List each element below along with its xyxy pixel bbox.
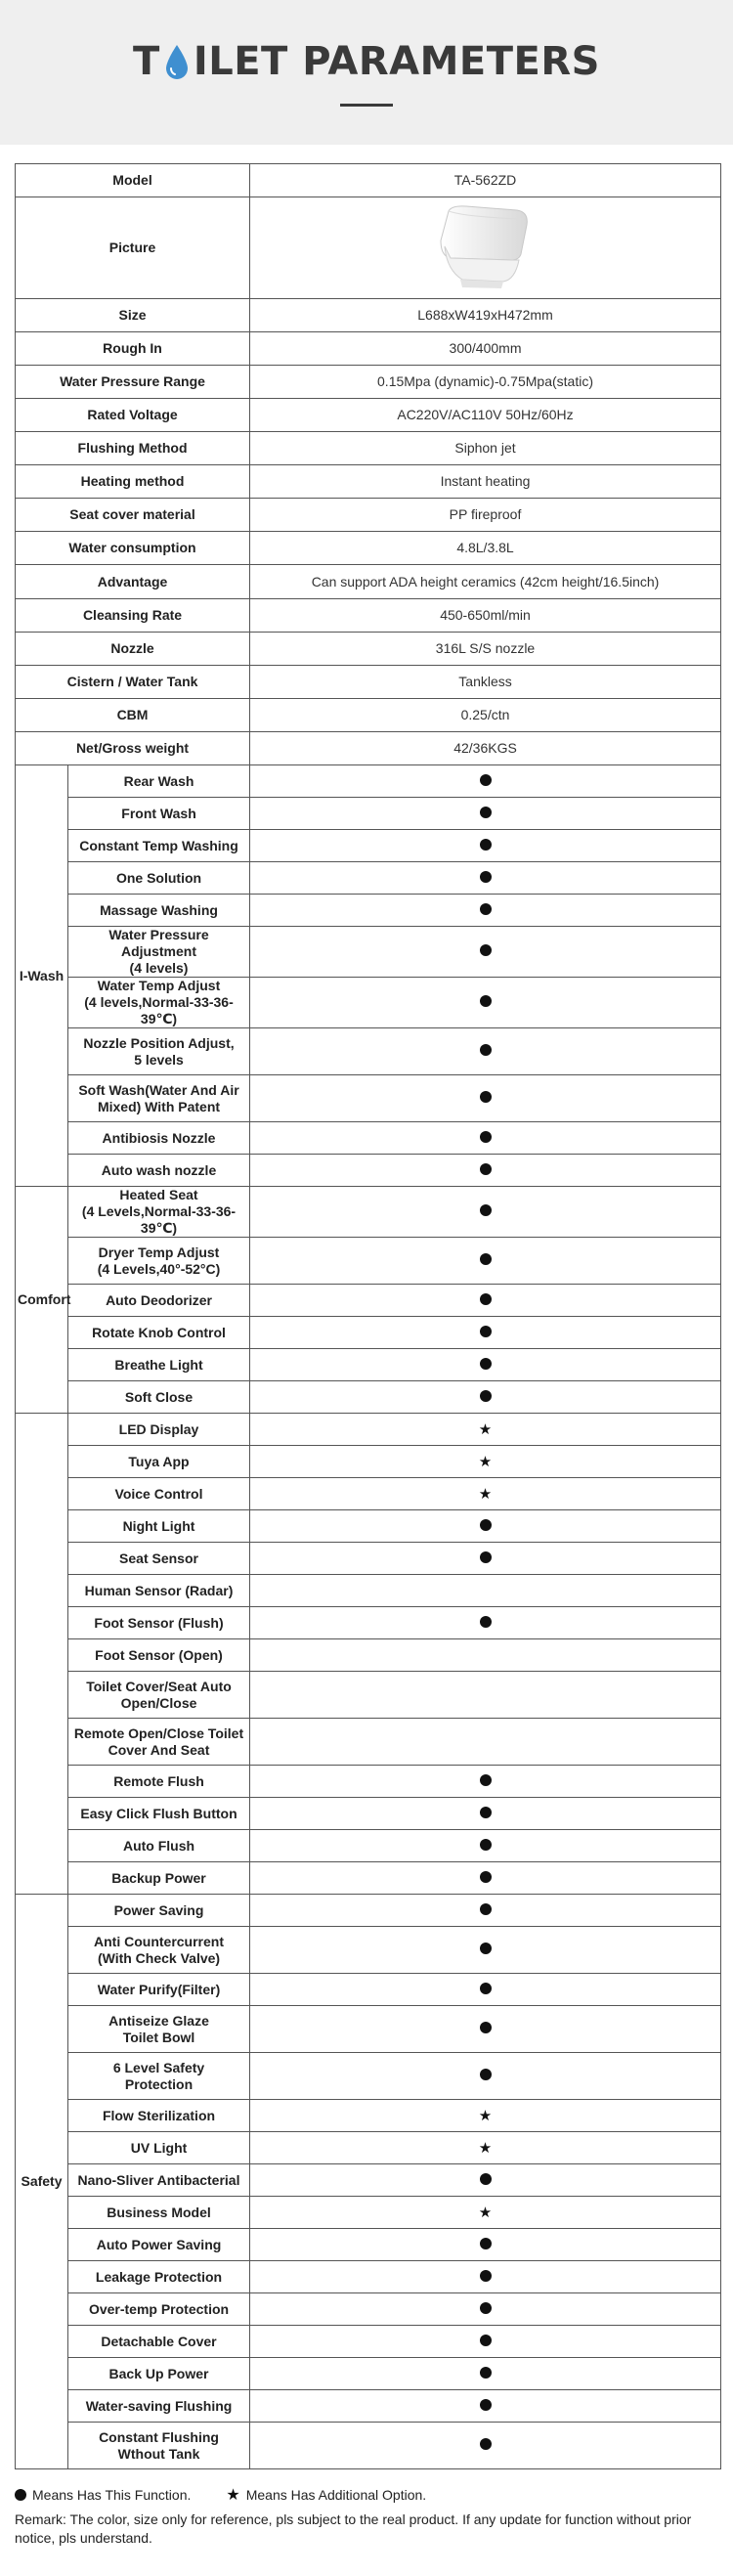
feature-row <box>16 2390 721 2423</box>
feature-label: Human Sensor (Radar) <box>68 1575 250 1607</box>
feature-availability <box>250 1381 721 1414</box>
feature-row <box>16 2261 721 2293</box>
feature-row <box>16 1381 721 1414</box>
feature-label: One Solution <box>68 862 250 895</box>
feature-label: Foot Sensor (Flush) <box>68 1607 250 1639</box>
spec-label: Flushing Method <box>16 432 250 465</box>
feature-row <box>16 2100 721 2132</box>
feature-availability <box>250 1075 721 1122</box>
filled-circle-icon <box>480 1616 492 1628</box>
feature-label: 6 Level Safety Protection <box>68 2053 250 2100</box>
feature-row <box>16 765 721 798</box>
feature-row <box>16 1607 721 1639</box>
spec-row <box>16 666 721 699</box>
feature-availability <box>250 1414 721 1446</box>
feature-label: Backup Power <box>68 1862 250 1895</box>
spec-value: L688xW419xH472mm <box>250 299 721 332</box>
feature-label: Nozzle Position Adjust, 5 levels <box>68 1028 250 1075</box>
feature-row <box>16 2423 721 2469</box>
feature-availability <box>250 2261 721 2293</box>
filled-circle-icon <box>480 2302 492 2314</box>
feature-availability <box>250 1317 721 1349</box>
feature-label: Back Up Power <box>68 2358 250 2390</box>
feature-label: Remote Open/Close Toilet Cover And Seat <box>68 1719 250 1766</box>
star-icon: ★ <box>478 2107 493 2124</box>
feature-availability <box>250 2293 721 2326</box>
feature-label: Tuya App <box>68 1446 250 1478</box>
remark: Remark: The color, size only for reference, pls subject to the real product. If any update for function without prior notice, pls understand. <box>15 2511 692 2546</box>
filled-circle-icon <box>480 774 492 786</box>
feature-row <box>16 2053 721 2100</box>
filled-circle-icon <box>480 1903 492 1915</box>
filled-circle-icon <box>480 1807 492 1818</box>
spec-value: PP fireproof <box>250 499 721 532</box>
feature-label: Anti Countercurrent (With Check Valve) <box>68 1927 250 1974</box>
title-start: T <box>133 39 160 84</box>
filled-circle-icon <box>480 1943 492 1954</box>
feature-row <box>16 2164 721 2197</box>
feature-row <box>16 2197 721 2229</box>
spec-label: CBM <box>16 699 250 732</box>
filled-circle-icon <box>480 903 492 915</box>
spec-row <box>16 499 721 532</box>
feature-label: Auto wash nozzle <box>68 1155 250 1187</box>
feature-availability <box>250 978 721 1028</box>
feature-availability <box>250 2006 721 2053</box>
feature-label: Toilet Cover/Seat Auto Open/Close <box>68 1672 250 1719</box>
filled-circle-icon <box>15 2489 26 2501</box>
feature-row <box>16 1414 721 1446</box>
filled-circle-icon <box>480 1131 492 1143</box>
feature-label: Detachable Cover <box>68 2326 250 2358</box>
feature-availability <box>250 1446 721 1478</box>
feature-label: Over-temp Protection <box>68 2293 250 2326</box>
filled-circle-icon <box>480 2238 492 2249</box>
spec-row <box>16 332 721 366</box>
spec-value: 450-650ml/min <box>250 599 721 633</box>
feature-availability <box>250 2358 721 2390</box>
spec-value: AC220V/AC110V 50Hz/60Hz <box>250 399 721 432</box>
star-icon: ★ <box>478 1420 493 1438</box>
feature-label: Soft Close <box>68 1381 250 1414</box>
filled-circle-icon <box>480 944 492 956</box>
feature-row <box>16 862 721 895</box>
feature-row <box>16 978 721 1028</box>
feature-label: Heated Seat (4 Levels,Normal-33-36-39℃) <box>68 1187 250 1238</box>
spec-value: Siphon jet <box>250 432 721 465</box>
feature-label: Antiseize Glaze Toilet Bowl <box>68 2006 250 2053</box>
feature-label: Auto Deodorizer <box>68 1285 250 1317</box>
feature-group-label: Safety <box>16 1895 68 2469</box>
product-picture <box>250 197 721 299</box>
feature-row <box>16 1478 721 1510</box>
spec-label: Model <box>16 164 250 197</box>
feature-availability <box>250 798 721 830</box>
spec-value: Instant heating <box>250 465 721 499</box>
feature-availability <box>250 862 721 895</box>
feature-label: Water Pressure Adjustment (4 levels) <box>68 927 250 978</box>
spec-value: Can support ADA height ceramics (42cm height/16.5inch) <box>250 565 721 599</box>
spec-row <box>16 299 721 332</box>
feature-row <box>16 1155 721 1187</box>
feature-label: Rear Wash <box>68 765 250 798</box>
spec-row <box>16 599 721 633</box>
feature-label: Seat Sensor <box>68 1543 250 1575</box>
spec-row <box>16 164 721 197</box>
spec-value: 0.25/ctn <box>250 699 721 732</box>
filled-circle-icon <box>480 2438 492 2450</box>
feature-row <box>16 1285 721 1317</box>
feature-availability <box>250 1187 721 1238</box>
feature-availability <box>250 2197 721 2229</box>
feature-availability <box>250 1719 721 1766</box>
spec-row <box>16 197 721 299</box>
feature-group-label <box>16 1414 68 1895</box>
feature-row <box>16 1575 721 1607</box>
feature-availability <box>250 1607 721 1639</box>
feature-label: Constant Flushing Wthout Tank <box>68 2423 250 2469</box>
spec-row <box>16 366 721 399</box>
feature-row <box>16 2358 721 2390</box>
spec-row <box>16 465 721 499</box>
feature-availability <box>250 1639 721 1672</box>
spec-row <box>16 565 721 599</box>
spec-label: Water consumption <box>16 532 250 565</box>
feature-label: Dryer Temp Adjust (4 Levels,40°-52°C) <box>68 1238 250 1285</box>
spec-value: 0.15Mpa (dynamic)-0.75Mpa(static) <box>250 366 721 399</box>
feature-availability <box>250 2326 721 2358</box>
feature-availability <box>250 895 721 927</box>
spec-value: 4.8L/3.8L <box>250 532 721 565</box>
star-icon: ★ <box>478 1453 493 1470</box>
filled-circle-icon <box>480 807 492 818</box>
feature-row <box>16 1719 721 1766</box>
feature-row <box>16 895 721 927</box>
feature-availability <box>250 1122 721 1155</box>
feature-row <box>16 1187 721 1238</box>
feature-label: Leakage Protection <box>68 2261 250 2293</box>
parameters-table <box>15 163 721 2469</box>
feature-row <box>16 1766 721 1798</box>
toilet-image <box>427 201 544 291</box>
spec-value: 42/36KGS <box>250 732 721 765</box>
feature-row <box>16 1927 721 1974</box>
filled-circle-icon <box>480 2022 492 2033</box>
feature-label: LED Display <box>68 1414 250 1446</box>
star-icon: ★ <box>226 2486 240 2504</box>
feature-row <box>16 1639 721 1672</box>
spec-label: Seat cover material <box>16 499 250 532</box>
feature-label: Business Model <box>68 2197 250 2229</box>
feature-availability <box>250 1349 721 1381</box>
spec-label: Rated Voltage <box>16 399 250 432</box>
feature-row <box>16 1798 721 1830</box>
feature-label: Voice Control <box>68 1478 250 1510</box>
spec-label: Net/Gross weight <box>16 732 250 765</box>
feature-availability <box>250 1285 721 1317</box>
feature-row <box>16 1075 721 1122</box>
feature-group-label: I-Wash <box>16 765 68 1187</box>
filled-circle-icon <box>480 1044 492 1056</box>
feature-availability <box>250 1895 721 1927</box>
filled-circle-icon <box>480 1774 492 1786</box>
feature-row <box>16 1974 721 2006</box>
feature-group-label: Comfort <box>16 1187 68 1414</box>
spec-label: Nozzle <box>16 633 250 666</box>
star-icon: ★ <box>478 1485 493 1503</box>
feature-row <box>16 1349 721 1381</box>
feature-label: Easy Click Flush Button <box>68 1798 250 1830</box>
legend <box>15 2487 718 2503</box>
feature-label: Antibiosis Nozzle <box>68 1122 250 1155</box>
filled-circle-icon <box>480 1091 492 1103</box>
feature-label: Auto Flush <box>68 1830 250 1862</box>
feature-row <box>16 1238 721 1285</box>
feature-row <box>16 830 721 862</box>
filled-circle-icon <box>480 2069 492 2080</box>
feature-availability <box>250 927 721 978</box>
feature-label: Front Wash <box>68 798 250 830</box>
legend-dot-text: Means Has This Function. <box>32 2487 192 2503</box>
spec-row <box>16 399 721 432</box>
spec-label: Cleansing Rate <box>16 599 250 633</box>
spec-row <box>16 432 721 465</box>
spec-row <box>16 699 721 732</box>
feature-availability <box>250 1238 721 1285</box>
filled-circle-icon <box>480 1293 492 1305</box>
feature-label: Constant Temp Washing <box>68 830 250 862</box>
feature-availability <box>250 1155 721 1187</box>
feature-row <box>16 798 721 830</box>
filled-circle-icon <box>480 871 492 883</box>
page-title <box>0 39 733 84</box>
filled-circle-icon <box>480 1358 492 1370</box>
filled-circle-icon <box>480 1163 492 1175</box>
feature-availability <box>250 2390 721 2423</box>
feature-label: Night Light <box>68 1510 250 1543</box>
star-icon: ★ <box>478 2204 493 2221</box>
feature-availability <box>250 765 721 798</box>
feature-label: Soft Wash(Water And Air Mixed) With Patent <box>68 1075 250 1122</box>
filled-circle-icon <box>480 1839 492 1851</box>
feature-label: Remote Flush <box>68 1766 250 1798</box>
feature-row <box>16 1446 721 1478</box>
feature-availability <box>250 2100 721 2132</box>
filled-circle-icon <box>480 2335 492 2346</box>
filled-circle-icon <box>480 2399 492 2411</box>
feature-availability <box>250 1974 721 2006</box>
feature-availability <box>250 1028 721 1075</box>
feature-availability <box>250 1862 721 1895</box>
feature-availability <box>250 1543 721 1575</box>
feature-row <box>16 1830 721 1862</box>
feature-row <box>16 1510 721 1543</box>
feature-availability <box>250 2132 721 2164</box>
filled-circle-icon <box>480 2367 492 2379</box>
spec-label: Picture <box>16 197 250 299</box>
feature-availability <box>250 1575 721 1607</box>
feature-label: Massage Washing <box>68 895 250 927</box>
feature-label: Rotate Knob Control <box>68 1317 250 1349</box>
feature-row <box>16 1895 721 1927</box>
feature-row <box>16 927 721 978</box>
spec-value: TA-562ZD <box>250 164 721 197</box>
legend-star-text: Means Has Additional Option. <box>245 2487 427 2503</box>
spec-row <box>16 633 721 666</box>
feature-label: UV Light <box>68 2132 250 2164</box>
feature-label: Foot Sensor (Open) <box>68 1639 250 1672</box>
feature-row <box>16 2229 721 2261</box>
feature-label: Water-saving Flushing <box>68 2390 250 2423</box>
spec-label: Size <box>16 299 250 332</box>
feature-label: Power Saving <box>68 1895 250 1927</box>
spec-value: 300/400mm <box>250 332 721 366</box>
spec-label: Advantage <box>16 565 250 599</box>
feature-row <box>16 1543 721 1575</box>
feature-availability <box>250 1798 721 1830</box>
feature-availability <box>250 2229 721 2261</box>
filled-circle-icon <box>480 1253 492 1265</box>
feature-availability <box>250 2164 721 2197</box>
filled-circle-icon <box>480 1204 492 1216</box>
water-drop-icon <box>162 42 192 81</box>
spec-label: Heating method <box>16 465 250 499</box>
filled-circle-icon <box>480 1519 492 1531</box>
feature-availability <box>250 2053 721 2100</box>
filled-circle-icon <box>480 839 492 851</box>
filled-circle-icon <box>480 1326 492 1337</box>
star-icon: ★ <box>478 2139 493 2157</box>
feature-availability <box>250 1510 721 1543</box>
feature-availability <box>250 1766 721 1798</box>
filled-circle-icon <box>480 1983 492 1994</box>
header <box>0 0 733 145</box>
feature-availability <box>250 1478 721 1510</box>
feature-row <box>16 2326 721 2358</box>
spec-value: 316L S/S nozzle <box>250 633 721 666</box>
feature-availability <box>250 1830 721 1862</box>
feature-label: Flow Sterilization <box>68 2100 250 2132</box>
spec-label: Rough In <box>16 332 250 366</box>
feature-availability <box>250 2423 721 2469</box>
feature-row <box>16 2132 721 2164</box>
feature-row <box>16 2293 721 2326</box>
feature-row <box>16 1862 721 1895</box>
feature-label: Water Purify(Filter) <box>68 1974 250 2006</box>
spec-label: Cistern / Water Tank <box>16 666 250 699</box>
spec-value: Tankless <box>250 666 721 699</box>
feature-row <box>16 1028 721 1075</box>
title-end: ILET PARAMETERS <box>193 39 600 84</box>
feature-availability <box>250 830 721 862</box>
feature-row <box>16 1122 721 1155</box>
spec-label: Water Pressure Range <box>16 366 250 399</box>
filled-circle-icon <box>480 2270 492 2282</box>
filled-circle-icon <box>480 995 492 1007</box>
filled-circle-icon <box>480 1871 492 1883</box>
parameters-table-body <box>16 164 721 2469</box>
feature-row <box>16 1317 721 1349</box>
feature-label: Breathe Light <box>68 1349 250 1381</box>
spec-row <box>16 732 721 765</box>
filled-circle-icon <box>480 1390 492 1402</box>
filled-circle-icon <box>480 1551 492 1563</box>
title-underline <box>340 104 393 107</box>
spec-row <box>16 532 721 565</box>
feature-availability <box>250 1927 721 1974</box>
feature-label: Water Temp Adjust (4 levels,Normal-33-36-39℃) <box>68 978 250 1028</box>
feature-label: Nano-Sliver Antibacterial <box>68 2164 250 2197</box>
feature-row <box>16 1672 721 1719</box>
feature-availability <box>250 1672 721 1719</box>
feature-label: Auto Power Saving <box>68 2229 250 2261</box>
feature-row <box>16 2006 721 2053</box>
filled-circle-icon <box>480 2173 492 2185</box>
